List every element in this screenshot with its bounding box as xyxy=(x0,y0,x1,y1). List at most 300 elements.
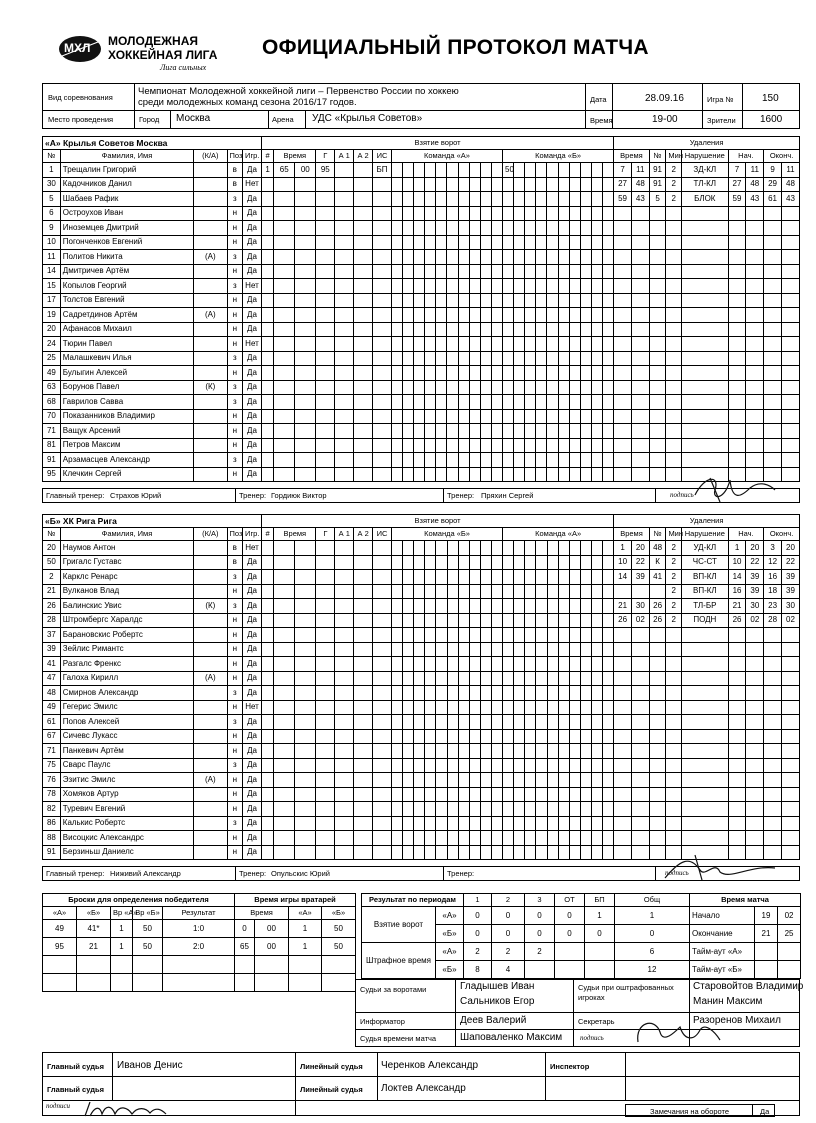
inspector-label: Инспектор xyxy=(550,1062,590,1071)
goal-team-b-cell xyxy=(525,773,536,788)
goal-team-a-cell xyxy=(447,395,458,410)
periods-value: 0 xyxy=(585,925,615,943)
goal-team-b-cell xyxy=(547,177,558,192)
goal-team-b-cell xyxy=(547,700,558,715)
goal-team-a-cell xyxy=(414,250,425,265)
goal-team-a-cell xyxy=(480,584,491,599)
periods-value xyxy=(555,961,585,979)
pen-type xyxy=(681,409,728,424)
goal-team-b-cell xyxy=(536,308,547,323)
pen-minutes xyxy=(666,729,682,744)
pen-end-min xyxy=(764,235,782,250)
goal-hash xyxy=(261,395,273,410)
periods-value xyxy=(585,943,615,961)
goal-team-a-cell xyxy=(469,177,480,192)
goal-team-b-cell xyxy=(558,467,569,482)
goal-team-b-cell xyxy=(525,802,536,817)
goal-team-b-cell xyxy=(580,642,591,657)
pen-minutes xyxy=(666,802,682,817)
goal-a1 xyxy=(335,366,354,381)
pen-time-sec xyxy=(631,831,649,846)
goal-team-a-cell xyxy=(414,438,425,453)
goal-team-b-cell xyxy=(603,628,614,643)
goal-team-a-cell xyxy=(391,570,402,585)
goal-team-b-cell xyxy=(525,599,536,614)
goal-team-a-cell xyxy=(425,555,436,570)
goal-team-a-cell xyxy=(480,308,491,323)
goal-sec xyxy=(295,773,316,788)
goal-team-b-cell xyxy=(603,787,614,802)
player-name: Гаврилов Савва xyxy=(60,395,193,410)
pen-start-sec xyxy=(746,351,764,366)
shootout-row xyxy=(43,938,235,956)
goal-min xyxy=(274,686,295,701)
player-number: 2 xyxy=(43,570,61,585)
player-number: 41 xyxy=(43,657,61,672)
player-number: 49 xyxy=(43,366,61,381)
goal-min xyxy=(274,628,295,643)
goal-team-a-cell xyxy=(469,613,480,628)
goal-team-b-cell xyxy=(503,221,514,236)
goal-team-a-cell xyxy=(403,613,414,628)
goal-a2 xyxy=(354,308,373,323)
goal-team-b-cell xyxy=(603,831,614,846)
goal-team-b-cell xyxy=(514,802,525,817)
goal-a1 xyxy=(335,438,354,453)
goal-team-b-cell xyxy=(536,395,547,410)
goal-team-a-cell xyxy=(414,351,425,366)
goal-team-a-cell xyxy=(469,787,480,802)
goal-team-a-cell xyxy=(391,555,402,570)
goal-team-a-cell xyxy=(458,380,469,395)
goal-is xyxy=(373,453,392,468)
goal-team-b-cell xyxy=(603,177,614,192)
goal-team-b-cell xyxy=(525,264,536,279)
goal-team-b-cell xyxy=(503,700,514,715)
goal-team-b-cell xyxy=(603,773,614,788)
teamA-row xyxy=(43,351,800,366)
goal-team-b-cell xyxy=(547,206,558,221)
player-ka xyxy=(194,337,227,352)
goal-team-a-cell xyxy=(491,177,502,192)
goal-team-b-cell xyxy=(503,366,514,381)
player-played: Нет xyxy=(243,337,262,352)
goal-team-a-cell xyxy=(458,642,469,657)
goal-team-b-cell xyxy=(558,816,569,831)
player-ka xyxy=(194,628,227,643)
goal-team-b-cell xyxy=(503,744,514,759)
goal-team-a-cell xyxy=(425,802,436,817)
goal-team-a-cell xyxy=(414,366,425,381)
goal-is xyxy=(373,715,392,730)
goal-a1 xyxy=(335,192,354,207)
goalie-col-time: Время xyxy=(235,907,289,920)
goal-a2 xyxy=(354,686,373,701)
pen-time-min xyxy=(614,773,632,788)
goal-team-b-cell xyxy=(547,584,558,599)
player-name: Остроухов Иван xyxy=(60,206,193,221)
goal-is xyxy=(373,584,392,599)
goal-team-a-cell xyxy=(447,715,458,730)
pen-player xyxy=(649,366,666,381)
goal-team-a-cell xyxy=(469,424,480,439)
goal-team-a-cell xyxy=(425,264,436,279)
goal-team-a-cell xyxy=(403,453,414,468)
goal-team-a-cell xyxy=(469,221,480,236)
goal-team-a-cell xyxy=(469,308,480,323)
player-number: 91 xyxy=(43,845,61,860)
goal-team-b-cell xyxy=(536,293,547,308)
player-played: Да xyxy=(243,192,262,207)
goal-a2 xyxy=(354,700,373,715)
goal-team-b-cell xyxy=(514,438,525,453)
pen-time-sec xyxy=(631,264,649,279)
goal-team-a-cell xyxy=(414,613,425,628)
player-played: Да xyxy=(243,467,262,482)
goal-team-b-cell xyxy=(591,657,602,672)
pen-start-sec: 39 xyxy=(746,570,764,585)
goal-team-a-cell xyxy=(469,438,480,453)
goal-scorer xyxy=(316,845,335,860)
teamA-col-pen-time: Время xyxy=(614,150,650,163)
goal-team-a-cell xyxy=(491,467,502,482)
goal-hash xyxy=(261,584,273,599)
goal-team-a-cell xyxy=(491,758,502,773)
goal-team-a-cell xyxy=(391,293,402,308)
goal-team-a-cell xyxy=(414,192,425,207)
goal-team-a-cell xyxy=(403,787,414,802)
goal-min xyxy=(274,380,295,395)
goal-team-a-cell xyxy=(469,351,480,366)
goal-team-a-cell xyxy=(491,599,502,614)
goal-team-a-cell xyxy=(447,642,458,657)
player-pos: н xyxy=(227,438,243,453)
goal-team-b-cell xyxy=(591,438,602,453)
pen-start-sec xyxy=(746,787,764,802)
goal-is xyxy=(373,657,392,672)
penalty-judge-2: Манин Максим xyxy=(693,996,763,1007)
pen-time-sec xyxy=(631,467,649,482)
player-pos: з xyxy=(227,192,243,207)
goal-team-b-cell xyxy=(591,729,602,744)
goals-label: Взятие ворот xyxy=(362,907,436,943)
pen-end-sec xyxy=(782,700,800,715)
goal-team-a-cell xyxy=(403,686,414,701)
goal-team-a-cell xyxy=(447,163,458,178)
pen-player xyxy=(649,235,666,250)
goal-team-a-cell xyxy=(480,206,491,221)
team-b-coach2-label: Тренер: xyxy=(239,869,267,878)
goal-team-b-cell xyxy=(514,235,525,250)
pen-end-min: 29 xyxy=(764,177,782,192)
goal-team-a-cell xyxy=(436,570,447,585)
pen-type xyxy=(681,773,728,788)
periods-value: 0 xyxy=(555,907,585,925)
goal-a2 xyxy=(354,438,373,453)
pen-time-sec xyxy=(631,584,649,599)
pen-end-min xyxy=(764,337,782,352)
pen-start-min: 7 xyxy=(728,163,746,178)
pen-start-sec xyxy=(746,380,764,395)
date-label: Дата xyxy=(590,95,607,104)
goal-team-a-cell xyxy=(458,177,469,192)
goal-team-a-cell xyxy=(403,541,414,556)
goal-team-b-cell xyxy=(514,744,525,759)
goal-team-a-cell xyxy=(391,221,402,236)
periods-value: 8 xyxy=(464,961,492,979)
goal-hash xyxy=(261,628,273,643)
pen-time-sec: 39 xyxy=(631,570,649,585)
goal-team-a-cell xyxy=(436,380,447,395)
pen-time-sec xyxy=(631,787,649,802)
pen-time-min xyxy=(614,671,632,686)
pen-time-sec xyxy=(631,424,649,439)
pen-minutes xyxy=(666,308,682,323)
goal-is xyxy=(373,366,392,381)
player-ka xyxy=(194,467,227,482)
pen-time-sec xyxy=(631,758,649,773)
goal-team-a-cell xyxy=(425,206,436,221)
goal-team-a-cell xyxy=(425,235,436,250)
goal-scorer xyxy=(316,264,335,279)
goal-hash xyxy=(261,671,273,686)
goal-min xyxy=(274,192,295,207)
goal-team-b-cell xyxy=(503,192,514,207)
goal-team-a-cell xyxy=(436,308,447,323)
goal-team-a-cell xyxy=(425,570,436,585)
goal-min xyxy=(274,802,295,817)
goal-team-a-cell xyxy=(391,628,402,643)
goal-team-b-cell xyxy=(503,599,514,614)
goal-team-a-cell xyxy=(391,177,402,192)
goal-team-a-cell xyxy=(391,438,402,453)
periods-value: 1 xyxy=(585,907,615,925)
pen-end-min xyxy=(764,308,782,323)
league-logo xyxy=(58,34,104,64)
pen-end-sec xyxy=(782,628,800,643)
goal-a1 xyxy=(335,467,354,482)
goal-team-b-cell xyxy=(536,787,547,802)
goal-team-b-cell xyxy=(591,337,602,352)
goal-hash xyxy=(261,657,273,672)
goal-team-b-cell xyxy=(525,351,536,366)
pen-type: ЗД-КЛ xyxy=(681,163,728,178)
goal-min xyxy=(274,570,295,585)
player-number: 49 xyxy=(43,700,61,715)
pen-end-min xyxy=(764,250,782,265)
goal-team-b-cell xyxy=(603,395,614,410)
goal-hash xyxy=(261,438,273,453)
goal-team-a-cell xyxy=(391,816,402,831)
goal-team-a-cell xyxy=(436,177,447,192)
league-slogan: Лига сильных xyxy=(160,63,207,72)
shootout-col-vr-a: Вр «А» xyxy=(111,907,133,920)
goal-sec xyxy=(295,744,316,759)
team-a-signature xyxy=(690,470,780,506)
goal-team-a-cell xyxy=(469,163,480,178)
player-number: 50 xyxy=(43,555,61,570)
pen-time-sec xyxy=(631,279,649,294)
goal-min xyxy=(274,613,295,628)
goal-team-a-cell xyxy=(480,787,491,802)
goal-team-b-cell xyxy=(580,453,591,468)
goal-hash xyxy=(261,424,273,439)
teamB-row xyxy=(43,802,800,817)
goal-team-a-cell xyxy=(436,657,447,672)
goal-team-b-cell xyxy=(580,279,591,294)
goal-sec xyxy=(295,831,316,846)
goal-hash xyxy=(261,337,273,352)
pen-end-sec: 39 xyxy=(782,584,800,599)
match-time-title: Время матча xyxy=(690,894,801,907)
pen-end-min xyxy=(764,686,782,701)
goal-team-a-cell xyxy=(447,700,458,715)
goal-a2 xyxy=(354,570,373,585)
goal-team-b-cell xyxy=(514,686,525,701)
goal-sec xyxy=(295,845,316,860)
goal-team-b-cell xyxy=(525,293,536,308)
goal-team-b-cell xyxy=(547,250,558,265)
teamA-row xyxy=(43,337,800,352)
penalty-judges-label: Судьи при оштрафованных игроках xyxy=(578,983,674,1002)
goal-team-a-cell xyxy=(480,279,491,294)
pen-player: 26 xyxy=(649,599,666,614)
player-pos: н xyxy=(227,206,243,221)
pen-time-sec: 20 xyxy=(631,541,649,556)
goal-team-a-cell xyxy=(491,816,502,831)
pen-time-min xyxy=(614,293,632,308)
goal-team-a-cell xyxy=(447,773,458,788)
goal-team-a-cell xyxy=(403,671,414,686)
goal-team-a-cell xyxy=(436,221,447,236)
goal-team-b-cell xyxy=(569,337,580,352)
goal-team-a-cell xyxy=(425,845,436,860)
goal-team-a-cell xyxy=(403,250,414,265)
goal-team-a-cell xyxy=(403,642,414,657)
pen-start-sec xyxy=(746,366,764,381)
goal-team-b-cell xyxy=(536,831,547,846)
goal-team-b-cell xyxy=(525,279,536,294)
pen-type xyxy=(681,438,728,453)
goal-team-a-cell xyxy=(458,293,469,308)
pen-end-min xyxy=(764,802,782,817)
teamB-row xyxy=(43,816,800,831)
goal-team-a-cell xyxy=(391,671,402,686)
goal-team-b-cell xyxy=(536,279,547,294)
goal-team-b-cell xyxy=(603,409,614,424)
city: Москва xyxy=(176,113,211,124)
player-pos: з xyxy=(227,686,243,701)
goal-team-b-cell xyxy=(603,453,614,468)
goal-team-a-cell xyxy=(403,570,414,585)
match-start-h: 19 xyxy=(755,907,778,925)
goal-a1 xyxy=(335,555,354,570)
goal-team-b-cell xyxy=(536,322,547,337)
goal-team-b-cell xyxy=(547,642,558,657)
goal-team-a-cell xyxy=(458,700,469,715)
goal-team-a-cell xyxy=(403,816,414,831)
goal-scorer xyxy=(316,322,335,337)
player-number: 70 xyxy=(43,409,61,424)
goal-team-b-cell xyxy=(536,177,547,192)
goal-team-b-cell xyxy=(503,686,514,701)
pen-time-sec xyxy=(631,628,649,643)
goal-team-a-cell xyxy=(480,264,491,279)
goal-a2 xyxy=(354,192,373,207)
goal-team-a-cell xyxy=(391,773,402,788)
pen-player xyxy=(649,453,666,468)
goal-team-a-cell xyxy=(436,250,447,265)
goal-a2 xyxy=(354,671,373,686)
pen-start-min: 14 xyxy=(728,570,746,585)
goal-team-a-cell xyxy=(414,541,425,556)
pen-end-sec xyxy=(781,221,799,236)
goal-team-b-cell xyxy=(580,802,591,817)
goal-team-b-cell xyxy=(591,409,602,424)
goal-team-b-cell xyxy=(580,787,591,802)
goal-team-b-cell xyxy=(558,802,569,817)
goal-is xyxy=(373,264,392,279)
goal-hash xyxy=(261,322,273,337)
goal-team-b-cell xyxy=(569,467,580,482)
player-name: Калькис Робертс xyxy=(60,816,193,831)
pen-time-min xyxy=(614,628,632,643)
player-ka xyxy=(194,816,227,831)
pen-player xyxy=(649,279,666,294)
pen-end-sec xyxy=(781,308,799,323)
pen-end-min xyxy=(764,395,782,410)
penalty-judge-1: Старовойтов Владимир xyxy=(693,981,804,992)
player-number: 37 xyxy=(43,628,61,643)
goal-sec xyxy=(295,293,316,308)
goal-team-a-cell xyxy=(403,845,414,860)
goal-team-b-cell xyxy=(503,380,514,395)
goal-scorer xyxy=(316,380,335,395)
goal-team-b-cell xyxy=(503,293,514,308)
goal-team-a-cell xyxy=(469,700,480,715)
teamB-row xyxy=(43,555,800,570)
teamB-col-pos: Поз xyxy=(227,528,243,541)
pen-start-min xyxy=(728,715,746,730)
periods-value: 2 xyxy=(492,943,525,961)
goal-a1 xyxy=(335,409,354,424)
goal-team-b-cell xyxy=(547,366,558,381)
goal-team-b-cell xyxy=(569,816,580,831)
pen-end-sec xyxy=(781,264,799,279)
goal-team-a-cell xyxy=(391,308,402,323)
goal-hash xyxy=(261,555,273,570)
goal-team-b-cell xyxy=(536,700,547,715)
player-ka xyxy=(194,235,227,250)
goal-team-b-cell xyxy=(547,192,558,207)
pen-start-min xyxy=(728,322,746,337)
teamB-col-team-b: Команда «А» xyxy=(503,528,614,541)
goal-team-b-cell xyxy=(503,628,514,643)
pen-start-sec xyxy=(746,293,764,308)
player-name: Афанасов Михаил xyxy=(60,322,193,337)
goal-team-a-cell xyxy=(414,584,425,599)
goal-team-a-cell xyxy=(403,744,414,759)
refs-sign-label: подписи xyxy=(46,1102,71,1110)
pen-minutes: 2 xyxy=(666,541,682,556)
goal-team-b-cell xyxy=(514,221,525,236)
player-played: Да xyxy=(243,657,262,672)
goal-team-a-cell xyxy=(491,453,502,468)
goal-min xyxy=(274,221,295,236)
goal-team-a-cell xyxy=(447,599,458,614)
goal-team-a-cell xyxy=(425,453,436,468)
player-pos: н xyxy=(227,773,243,788)
